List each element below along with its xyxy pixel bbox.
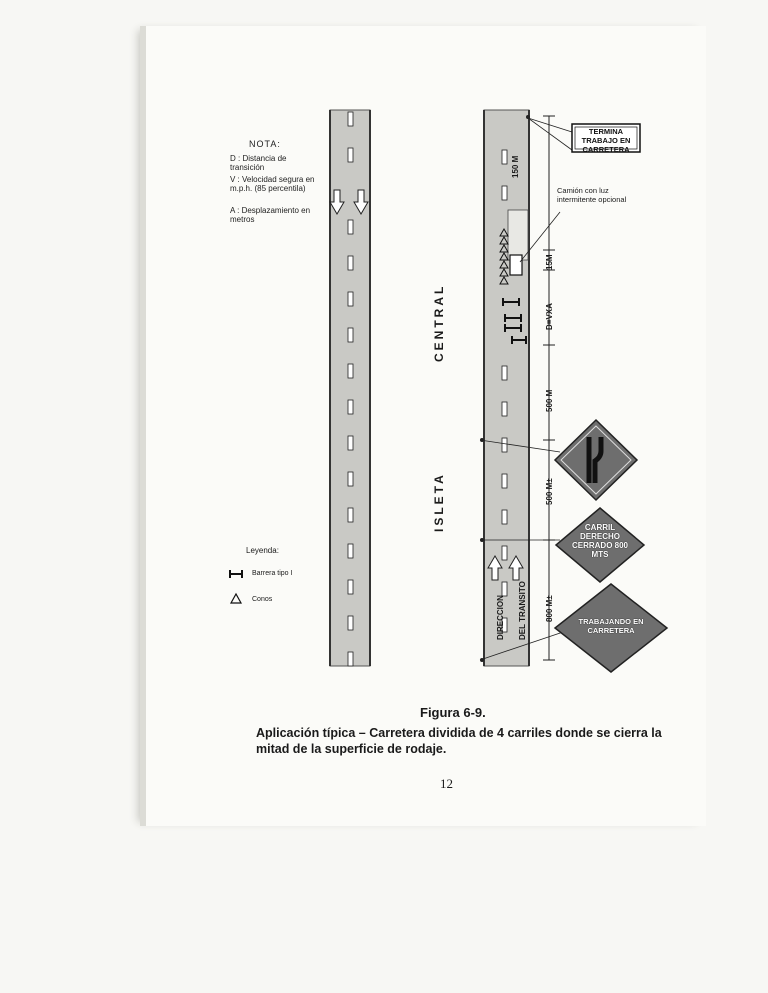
note-a: A : Desplazamiento en metros	[230, 206, 311, 224]
traffic-label: DEL TRANSITO	[518, 581, 527, 640]
note-title: NOTA:	[249, 139, 281, 149]
note-d: D : Distancia de transición	[230, 154, 287, 172]
lane-dash	[502, 474, 507, 488]
figure-title: Figura 6-9.	[420, 705, 486, 720]
lane-dash	[348, 436, 353, 450]
lane-dash	[348, 256, 353, 270]
legend-barrier-symbol	[230, 570, 242, 578]
distance-500m: 500 M	[545, 389, 554, 412]
lane-dash	[348, 112, 353, 126]
lane-dash	[502, 582, 507, 596]
lane-dash	[502, 438, 507, 452]
lane-dash	[348, 508, 353, 522]
end-roadwork-sign-text: TERMINA TRABAJO EN CARRETERA	[581, 127, 631, 154]
lane-closed-sign-text: CARRIL DERECHO CERRADO 800 MTS	[571, 523, 628, 559]
lane-dash	[348, 364, 353, 378]
lane-dash	[348, 292, 353, 306]
lane-dash	[348, 220, 353, 234]
legend-barrier: Barrera tipo I	[252, 570, 293, 577]
median-label-isleta: ISLETA	[432, 472, 446, 532]
lane-dash	[348, 472, 353, 486]
direction-label: DIRECCION	[496, 595, 505, 640]
lane-dash	[348, 616, 353, 630]
roadwork-sign-text: TRABAJANDO EN CARRETERA	[578, 617, 644, 635]
lane-dash	[348, 544, 353, 558]
lane-dash	[348, 148, 353, 162]
lane-dash	[502, 510, 507, 524]
lane-dash	[348, 652, 353, 666]
distance-500m-approx: 500 M±	[545, 478, 554, 505]
median-label-central: CENTRAL	[432, 283, 446, 362]
legend-cone: Conos	[252, 596, 273, 603]
lane-dash	[348, 400, 353, 414]
lane-dash	[348, 328, 353, 342]
truck	[510, 255, 522, 275]
figure-caption: Aplicación típica – Carretera dividida de 4 carriles donde se cierra la mitad de la superficie de rodaje.	[256, 726, 662, 756]
lane-reduction-sign	[555, 420, 637, 500]
note-v: V : Velocidad segura en m.p.h. (85 percentila)	[230, 175, 315, 193]
work-area	[508, 210, 528, 260]
lane-dash	[502, 366, 507, 380]
distance-800m-approx: 800 M±	[545, 595, 554, 622]
page-number: 12	[440, 776, 453, 791]
distance-150m: 150 M	[511, 155, 520, 178]
lane-dash	[502, 546, 507, 560]
truck-note: Camión con luz intermitente opcional	[557, 186, 627, 204]
legend-title: Leyenda:	[246, 546, 279, 555]
distance-dvxa: D=VXA	[545, 303, 554, 330]
distance-15m: 15M	[545, 254, 554, 270]
lane-dash	[348, 580, 353, 594]
lane-dash	[502, 150, 507, 164]
legend-cone-symbol	[231, 594, 241, 603]
lane-dash	[502, 402, 507, 416]
lane-dash	[502, 186, 507, 200]
